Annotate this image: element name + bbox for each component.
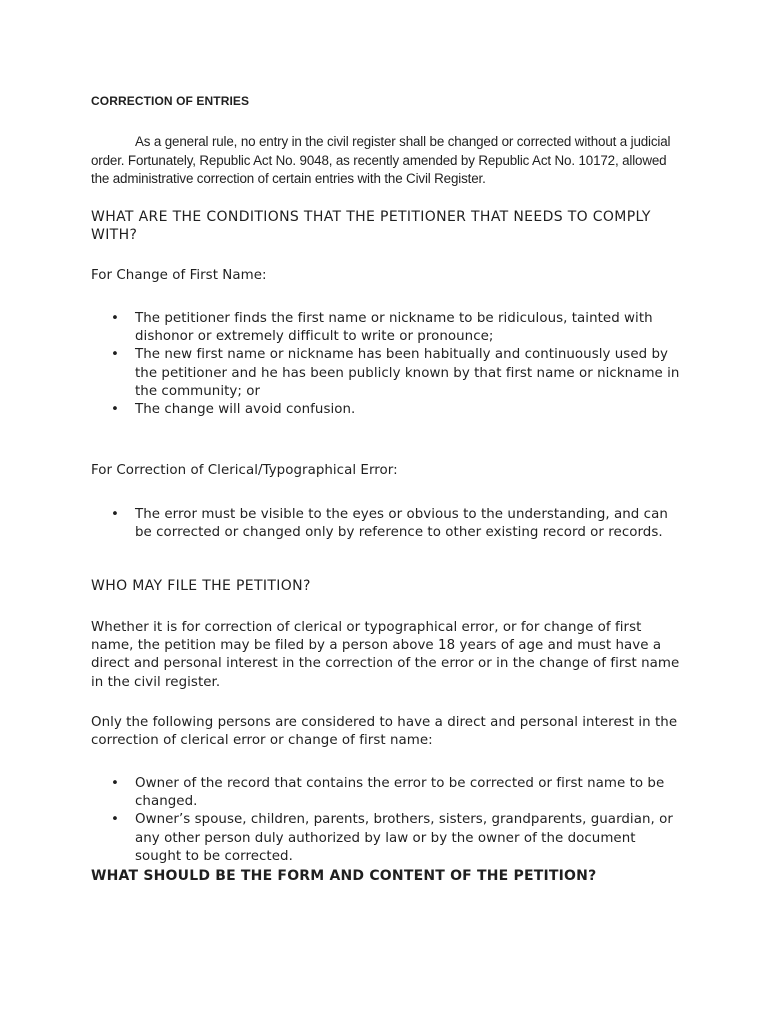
first-name-list: [91, 310, 681, 419]
form-heading: WHAT SHOULD BE THE FORM AND CONTENT OF THE PETITION?: [91, 868, 597, 884]
list-item: [91, 506, 681, 542]
bullet-icon: •: [111, 402, 119, 418]
who-heading: WHO MAY FILE THE PETITION?: [91, 578, 311, 594]
bullet-icon: •: [111, 347, 119, 363]
bullet-icon: •: [111, 776, 119, 791]
bullet-icon: •: [111, 311, 119, 326]
clerical-label: For Correction of Clerical/Typographical Error:: [91, 463, 398, 478]
bullet-icon: •: [111, 507, 119, 522]
list-item: [91, 401, 681, 419]
list-item: [91, 310, 681, 346]
intro-paragraph: As a general rule, no entry in the civil register shall be changed or corrected without a judicial order. Fortunately, Republic Act No. 9048, as recently amended by Republic Act No. 10172, allowed the administrative correction of certain entries with the Civil Register.: [91, 134, 671, 186]
document-title: CORRECTION OF ENTRIES: [91, 94, 250, 108]
list-item-text: The new first name or nickname has been habitually and continuously used by the petitioner and he has been publicly known by that first name or nickname in the community; or: [135, 347, 680, 399]
first-name-label: For Change of First Name:: [91, 268, 267, 283]
clerical-list: [91, 506, 681, 542]
list-item: [91, 346, 681, 401]
list-item-text: Owner of the record that contains the error to be corrected or first name to be changed.: [135, 776, 665, 810]
bullet-icon: •: [111, 812, 119, 828]
list-item-text: The error must be visible to the eyes or obvious to the understanding, and can be corrected or changed only by reference to other existing record or records.: [135, 507, 668, 541]
list-item-text: The petitioner finds the first name or nickname to be ridiculous, tainted with dishonor or extremely difficult to write or pronounce;: [135, 311, 653, 345]
list-item: [91, 775, 681, 811]
list-item: [91, 811, 681, 866]
who-paragraph-2: Only the following persons are considered to have a direct and personal interest in the correction of clerical error or change of first name:: [91, 715, 678, 749]
list-item-text: Owner’s spouse, children, parents, brothers, sisters, grandparents, guardian, or any other person duly authorized by law or by the owner of the document sought to be corrected.: [135, 812, 673, 864]
who-list: [91, 775, 681, 866]
conditions-heading: WHAT ARE THE CONDITIONS THAT THE PETITIONER THAT NEEDS TO COMPLY WITH?: [91, 209, 651, 243]
list-item-text: The change will avoid confusion.: [135, 402, 356, 418]
who-paragraph-1: Whether it is for correction of clerical or typographical error, or for change of first name, the petition may be filed by a person above 18 years of age and must have a direct and personal interest in the correction of the error or in the change of first name in the civil register.: [91, 620, 680, 690]
